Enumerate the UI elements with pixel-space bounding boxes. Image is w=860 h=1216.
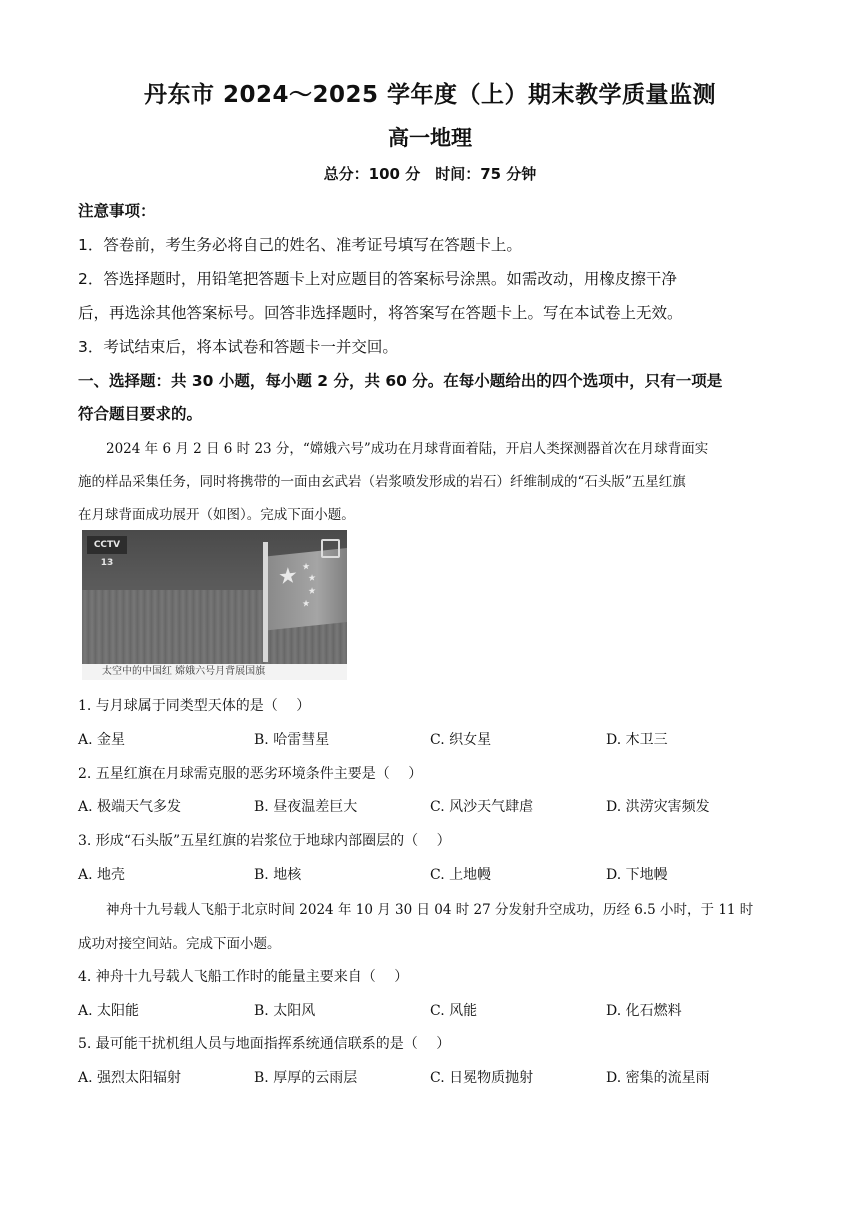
passage-1-line-1: 2024 年 6 月 2 日 6 时 23 分，“嫦娥六号”成功在月球背面着陆，开启人类探测器首次在月球背面实 [106,441,709,457]
question-3: 3. 形成“石头版”五星红旗的岩浆位于地球内部圈层的（ ） [78,833,451,849]
question-5-option-a: A. 强烈太阳辐射 [78,1070,182,1086]
note-item-1 [78,233,782,255]
question-2-option-b: B. 昼夜温差巨大 [254,799,358,815]
section-1-heading: 一、选择题：共 30 小题，每小题 2 分，共 60 分。在每小题给出的四个选项中，只有一项是 [78,372,723,390]
question-2-option-d: D. 洪涝灾害频发 [606,799,710,815]
question-5-option-d: D. 密集的流星雨 [606,1070,710,1086]
photo-caption: 太空中的中国红 嫦娥六号月背展国旗 [82,664,347,680]
question-3-option-d: D. 下地幔 [606,867,668,883]
question-3-option-a: A. 地壳 [78,867,126,883]
exam-meta: 总分：100 分 时间：75 分钟 [323,165,537,183]
question-4: 4. 神舟十九号载人飞船工作时的能量主要来自（ ） [78,969,409,985]
question-5: 5. 最可能干扰机组人员与地面指挥系统通信联系的是（ ） [78,1036,451,1052]
flag-small-star-icon: ★ [302,598,311,610]
question-5-option-c: C. 日冕物质抛射 [430,1070,534,1086]
flag-small-star-icon: ★ [302,561,311,573]
question-3-option-b: B. 地核 [254,867,302,883]
note-item-2 [78,267,782,289]
exam-title: 丹东市 2024～2025 学年度（上）期末教学质量监测 [143,82,717,108]
question-4-option-b: B. 太阳风 [254,1003,316,1019]
note-item-3: 3．考试结束后，将本试卷和答题卡一并交回。 [78,338,398,356]
passage-1-line-3: 在月球背面成功展开（如图）。完成下面小题。 [78,507,355,523]
question-1-option-b: B. 哈雷彗星 [254,732,330,748]
question-4-option-a: A. 太阳能 [78,1003,140,1019]
passage-1-line-2: 施的样品采集任务，同时将携带的一面由玄武岩（岩浆喷发形成的岩石）纤维制成的“石头版”五星红旗 [78,474,686,490]
question-1-option-c: C. 织女星 [430,732,492,748]
question-4-option-d: D. 化石燃料 [606,1003,682,1019]
notes-heading: 注意事项： [78,202,156,220]
moon-flag-photo [82,530,347,680]
national-flag [268,548,347,631]
passage-2-line-1: 神舟十九号载人飞船于北京时间 2024 年 10 月 30 日 04 时 27 分发射升空成功，历经 6.5 小时，于 11 时 [106,902,754,918]
flag-small-star-icon: ★ [308,573,317,585]
question-3-option-c: C. 上地幔 [430,867,492,883]
section-1-heading-continued: 符合题目要求的。 [78,405,203,423]
note-item-1-text: 1．答卷前，考生务必将自己的姓名、准考证号填写在答题卡上。 [78,236,522,254]
note-item-2-text-a: 2．答选择题时，用铅笔把答题卡上对应题目的答案标号涂黑。如需改动，用橡皮擦干净 [78,270,677,288]
question-2-option-a: A. 极端天气多发 [78,799,182,815]
question-1-option-a: A. 金星 [78,732,126,748]
question-5-option-b: B. 厚厚的云雨层 [254,1070,358,1086]
subject-title: 高一地理 [388,126,472,150]
grid-icon [321,539,340,558]
flag-large-star-icon: ★ [278,563,298,591]
question-2-option-c: C. 风沙天气肆虐 [430,799,534,815]
note-item-2-continued: 后，再选涂其他答案标号。回答非选择题时，将答案写在答题卡上。写在本试卷上无效。 [78,304,683,322]
flag-small-star-icon: ★ [308,586,317,598]
broadcaster-logo: CCTV 13 [87,536,127,554]
question-1-option-d: D. 木卫三 [606,732,668,748]
question-1: 1. 与月球属于同类型天体的是（ ） [78,698,311,714]
question-2: 2. 五星红旗在月球需克服的恶劣环境条件主要是（ ） [78,766,423,782]
question-4-option-c: C. 风能 [430,1003,478,1019]
passage-2-line-2: 成功对接空间站。完成下面小题。 [78,936,281,952]
